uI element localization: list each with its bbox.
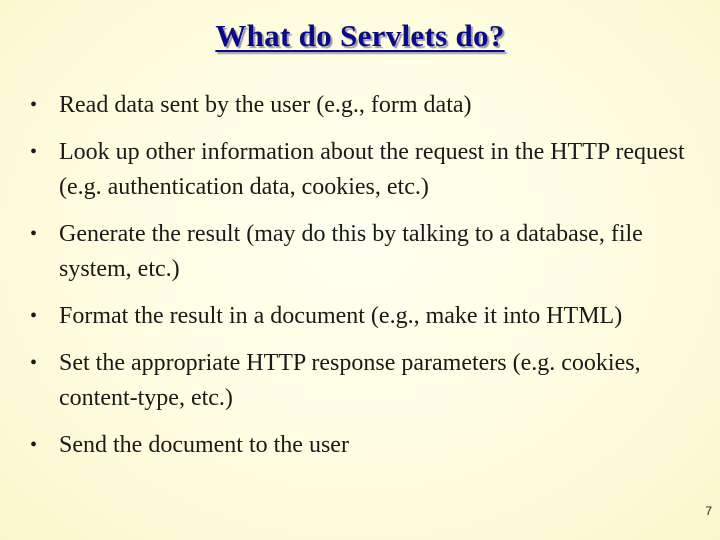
bullet-item [30, 88, 700, 123]
bullet-item [30, 217, 700, 287]
bullet-item [30, 135, 700, 205]
bullet-text: Set the appropriate HTTP response parameters (e.g. cookies, content-type, etc.) [59, 350, 641, 411]
bullet-item [30, 346, 700, 416]
bullet-text: Generate the result (may do this by talking to a database, file system, etc.) [59, 221, 643, 282]
bullet-icon: • [30, 434, 38, 456]
bullet-list [30, 88, 700, 475]
slide-title: What do Servlets do? [215, 18, 505, 53]
bullet-icon: • [30, 141, 38, 163]
bullet-text: Read data sent by the user (e.g., form data) [59, 92, 472, 118]
bullet-icon: • [30, 94, 38, 116]
bullet-text: Look up other information about the request in the HTTP request (e.g. authentication data, cookies, etc.) [59, 139, 685, 200]
page-number: 7 [705, 504, 712, 518]
bullet-icon: • [30, 305, 38, 327]
bullet-icon: • [30, 352, 38, 374]
bullet-icon: • [30, 223, 38, 245]
bullet-text: Send the document to the user [59, 432, 349, 458]
bullet-item [30, 428, 700, 463]
bullet-item [30, 299, 700, 334]
bullet-text: Format the result in a document (e.g., make it into HTML) [59, 303, 623, 329]
